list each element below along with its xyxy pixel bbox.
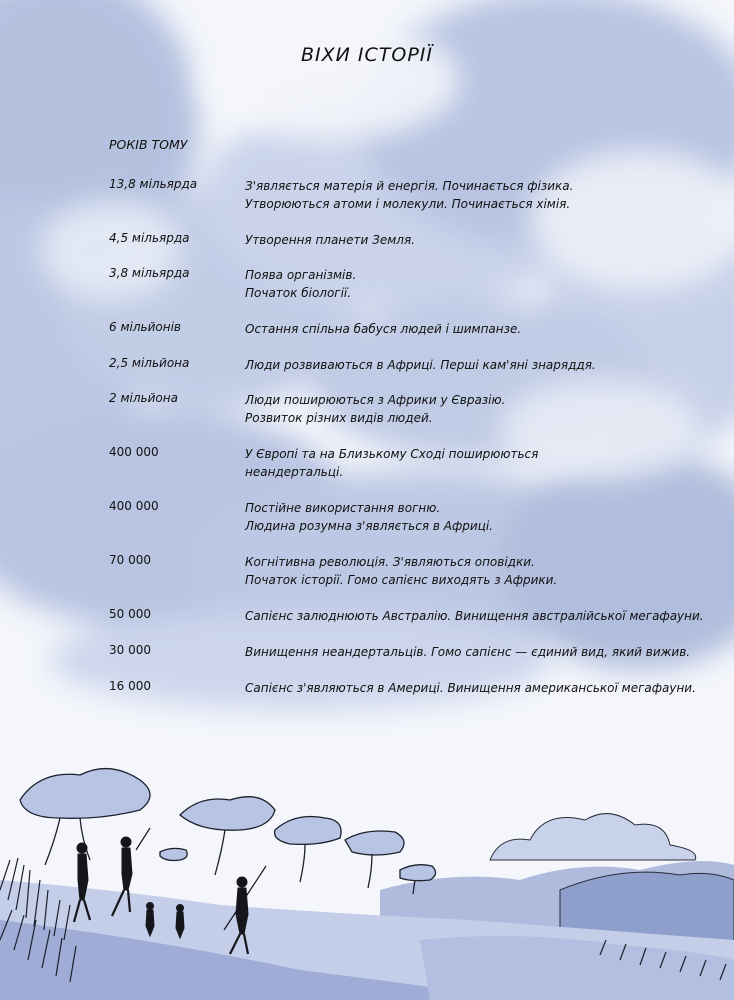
- description-line: Когнітивна революція. З'являються оповідки.: [245, 555, 535, 569]
- description-line: Людина розумна з'являється в Африці.: [245, 519, 493, 533]
- timeline-year: 30 000: [109, 643, 151, 657]
- description-line: Люди поширюються з Африки у Євразію.: [245, 393, 506, 407]
- description-line: У Європі та на Близькому Сході поширюються: [245, 447, 539, 461]
- timeline-year: 13,8 мільярда: [109, 177, 198, 191]
- timeline-year: 70 000: [109, 553, 151, 567]
- description-line: Утворюються атоми і молекули. Починається хімія.: [245, 197, 571, 211]
- description-line: Сапієнс залюднюють Австралію. Винищення австралійської мегафауни.: [245, 609, 704, 623]
- timeline-year: 400 000: [109, 499, 159, 513]
- description-line: Остання спільна бабуся людей і шимпанзе.: [245, 322, 522, 336]
- timeline-year: 2,5 мільйона: [109, 356, 190, 370]
- timeline-description: [245, 177, 705, 213]
- timeline-year: 3,8 мільярда: [109, 266, 190, 280]
- timeline-description: [245, 553, 705, 589]
- description-line: Люди розвиваються в Африці. Перші кам'яні знаряддя.: [245, 358, 596, 372]
- description-line: Початок історії. Гомо сапієнс виходять з Африки.: [245, 573, 558, 587]
- savanna-landscape-illustration: [0, 740, 734, 1000]
- timeline-year: 400 000: [109, 445, 159, 459]
- timeline-year: 16 000: [109, 679, 151, 693]
- timeline-description: [245, 499, 705, 535]
- timeline-year: 4,5 мільярда: [109, 231, 190, 245]
- timeline-description: [245, 679, 705, 697]
- timeline-description: [245, 391, 705, 427]
- timeline-description: [245, 231, 705, 249]
- description-line: З'являється матерія й енергія. Починається фізика.: [245, 179, 574, 193]
- description-line: Розвиток різних видів людей.: [245, 411, 433, 425]
- description-line: Поява організмів.: [245, 268, 357, 282]
- timeline-description: [245, 607, 705, 625]
- description-line: Сапієнс з'являються в Америці. Винищення американської мегафауни.: [245, 681, 696, 695]
- description-line: неандертальці.: [245, 465, 344, 479]
- description-line: Винищення неандертальців. Гомо сапієнс — єдиний вид, який вижив.: [245, 645, 691, 659]
- years-ago-header: РОКІВ ТОМУ: [109, 137, 188, 152]
- timeline-description: [245, 445, 705, 481]
- timeline-description: [245, 643, 705, 661]
- timeline-description: [245, 320, 705, 338]
- timeline-year: 2 мільйона: [109, 391, 178, 405]
- page-title: ВІХИ ІСТОРІЇ: [300, 44, 433, 66]
- timeline-description: [245, 266, 705, 302]
- timeline-year: 6 мільйонів: [109, 320, 181, 334]
- description-line: Початок біології.: [245, 286, 352, 300]
- timeline-year: 50 000: [109, 607, 151, 621]
- timeline-description: [245, 356, 705, 374]
- description-line: Утворення планети Земля.: [245, 233, 415, 247]
- description-line: Постійне використання вогню.: [245, 501, 441, 515]
